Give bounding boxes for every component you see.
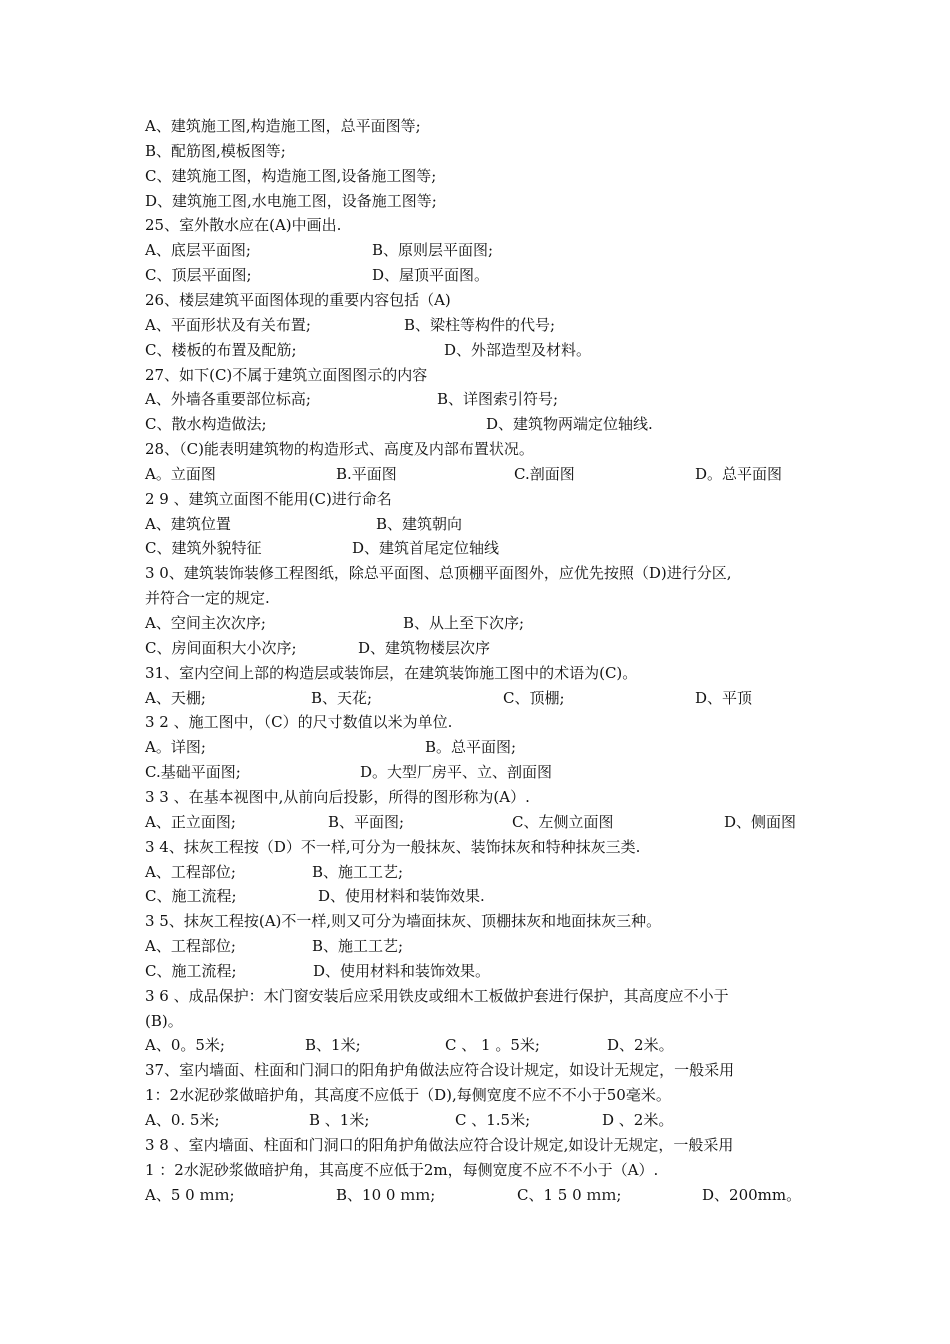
answer-option: B 、1米; — [309, 1111, 370, 1129]
answer-option: A、平面形状及有关布置; — [145, 315, 311, 334]
answer-option: D、建筑物楼层次序 — [358, 638, 491, 657]
text-line: 1：2水泥砂浆做暗护角，其高度不应低于（D),每侧宽度不应不不小于50毫米。 — [145, 1086, 671, 1105]
text-line: C、建筑施工图，构造施工图,设备施工图等; — [145, 166, 437, 185]
text-line: A、建筑施工图,构造施工图，总平面图等; — [145, 117, 421, 135]
answer-option: A、空间主次次序; — [145, 614, 266, 632]
option-row — [145, 884, 845, 908]
text-line: 3 6 、成品保护：木门窗安装后应采用铁皮或细木工板做护套进行保护，其高度应不小于 — [145, 986, 729, 1005]
option-row — [145, 1033, 845, 1057]
option-row — [145, 1108, 845, 1132]
answer-option: D、2米。 — [607, 1036, 674, 1055]
answer-option: B、从上至下次序; — [403, 614, 525, 632]
option-row — [145, 611, 845, 635]
answer-option: B.平面图 — [336, 464, 397, 483]
answer-option: C 、 1 。5米; — [445, 1036, 540, 1055]
option-row — [145, 462, 845, 486]
option-row — [145, 512, 845, 536]
text-line: 3 5、抹灰工程按(A)不一样,则又可分为墙面抹灰、顶棚抹灰和地面抹灰三种。 — [145, 912, 662, 931]
answer-option: A、0. 5米; — [145, 1111, 220, 1129]
answer-option: C.剖面图 — [514, 464, 575, 483]
text-line: 3 8 、室内墙面、柱面和门洞口的阳角护角做法应符合设计规定,如设计无规定，一般采用 — [145, 1135, 734, 1154]
option-row — [145, 959, 845, 983]
answer-option: D、200mm。 — [702, 1185, 802, 1204]
answer-option: C、1 5 0 ｍｍ; — [517, 1185, 622, 1204]
text-line: 27、如下(C)不属于建筑立面图图示的内容 — [145, 365, 428, 384]
answer-option: A、天棚; — [145, 688, 206, 707]
option-row — [145, 686, 845, 710]
option-row — [145, 760, 845, 784]
answer-option: C、施工流程; — [145, 887, 237, 906]
text-line: 并符合一定的规定. — [145, 589, 270, 608]
answer-option: D、屋顶平面图。 — [372, 266, 490, 285]
answer-option: D、侧面图 — [724, 812, 797, 831]
text-line: B、配筋图,模板图等; — [145, 141, 286, 160]
option-row — [145, 636, 845, 660]
text-line: 37、室内墙面、柱面和门洞口的阳角护角做法应符合设计规定，如设计无规定，一般采用 — [145, 1061, 735, 1080]
text-line: 1 ：2水泥砂浆做暗护角，其高度不应低于2m，每侧宽度不应不不小于（A）. — [145, 1160, 659, 1179]
answer-option: B、天花; — [311, 688, 373, 707]
answer-option: D。大型厂房平、立、剖面图 — [360, 763, 553, 782]
option-row — [145, 934, 845, 958]
answer-option: A、工程部位; — [145, 937, 236, 956]
answer-option: A、建筑位置 — [145, 514, 231, 533]
option-row — [145, 238, 845, 262]
text-line: 28、（C)能表明建筑物的构造形式、高度及内部布置状况。 — [145, 440, 534, 459]
answer-option: C、楼板的布置及配筋; — [145, 340, 297, 359]
answer-option: C、散水构造做法; — [145, 415, 267, 434]
option-row — [145, 1183, 845, 1207]
answer-option: B、施工工艺; — [312, 937, 404, 956]
answer-option: C.基础平面图; — [145, 763, 241, 782]
text-line: 3 0、建筑装饰装修工程图纸，除总平面图、总顶棚平面图外，应优先按照（D)进行分区, — [145, 564, 732, 583]
answer-option: D、平顶 — [695, 688, 753, 707]
text-line: 25、室外散水应在(A)中画出. — [145, 216, 342, 235]
answer-option: A、工程部位; — [145, 862, 236, 881]
answer-option: B、详图索引符号; — [437, 390, 559, 409]
text-line: 3 4、抹灰工程按（D）不一样,可分为一般抹灰、装饰抹灰和特种抹灰三类. — [145, 837, 641, 856]
answer-option: A。详图; — [145, 738, 206, 757]
answer-option: B、原则层平面图; — [372, 241, 494, 260]
text-line: (B)。 — [145, 1011, 183, 1030]
answer-option: C 、1.5米; — [455, 1111, 531, 1129]
option-row — [145, 313, 845, 337]
option-row — [145, 810, 845, 834]
text-line: 2 9 、建筑立面图不能用(C)进行命名 — [145, 489, 392, 508]
answer-option: B、10 0 ｍｍ; — [336, 1185, 436, 1204]
text-line: 3 2 、施工图中，（C）的尺寸数值以米为单位. — [145, 713, 453, 732]
answer-option: C、左侧立面图 — [512, 812, 614, 831]
answer-option: C、建筑外貌特征 — [145, 539, 262, 558]
answer-option: B、梁柱等构件的代号; — [404, 315, 556, 334]
answer-option: D、外部造型及材料。 — [444, 340, 592, 359]
answer-option: B、1米; — [305, 1036, 361, 1055]
answer-option: A、5 0 ｍｍ; — [145, 1185, 235, 1204]
text-line: 26、楼层建筑平面图体现的重要内容包括（A) — [145, 290, 451, 309]
answer-option: A、外墙各重要部位标高; — [145, 390, 311, 409]
option-row — [145, 263, 845, 287]
answer-option: D、使用材料和装饰效果。 — [313, 961, 491, 980]
answer-option: A、0。5米; — [145, 1036, 225, 1055]
answer-option: C、顶层平面图; — [145, 266, 252, 285]
answer-option: B、建筑朝向 — [376, 514, 463, 533]
answer-option: D、建筑首尾定位轴线 — [352, 539, 500, 558]
answer-option: B。总平面图; — [425, 738, 517, 757]
answer-option: B、平面图; — [328, 812, 405, 831]
answer-option: C、施工流程; — [145, 961, 237, 980]
answer-option: A、底层平面图; — [145, 241, 251, 260]
answer-option: D、使用材料和装饰效果. — [318, 887, 485, 906]
answer-option: B、施工工艺; — [312, 862, 404, 881]
option-row — [145, 735, 845, 759]
answer-option: A。立面图 — [145, 464, 216, 483]
answer-option: C、顶棚; — [503, 688, 565, 707]
text-line: 3 3 、在基本视图中,从前向后投影，所得的图形称为(A）. — [145, 787, 530, 806]
option-row — [145, 860, 845, 884]
answer-option: D、建筑物两端定位轴线. — [486, 415, 653, 434]
option-row — [145, 387, 845, 411]
text-line: D、建筑施工图,水电施工图，设备施工图等; — [145, 191, 437, 210]
option-row — [145, 536, 845, 560]
option-row — [145, 338, 845, 362]
option-row — [145, 412, 845, 436]
answer-option: C、房间面积大小次序; — [145, 638, 297, 657]
text-line: 31、室内空间上部的构造层或装饰层，在建筑装饰施工图中的术语为(C)。 — [145, 663, 638, 682]
answer-option: A、正立面图; — [145, 812, 236, 831]
answer-option: D。总平面图 — [695, 464, 783, 483]
answer-option: D 、2米。 — [602, 1111, 674, 1129]
